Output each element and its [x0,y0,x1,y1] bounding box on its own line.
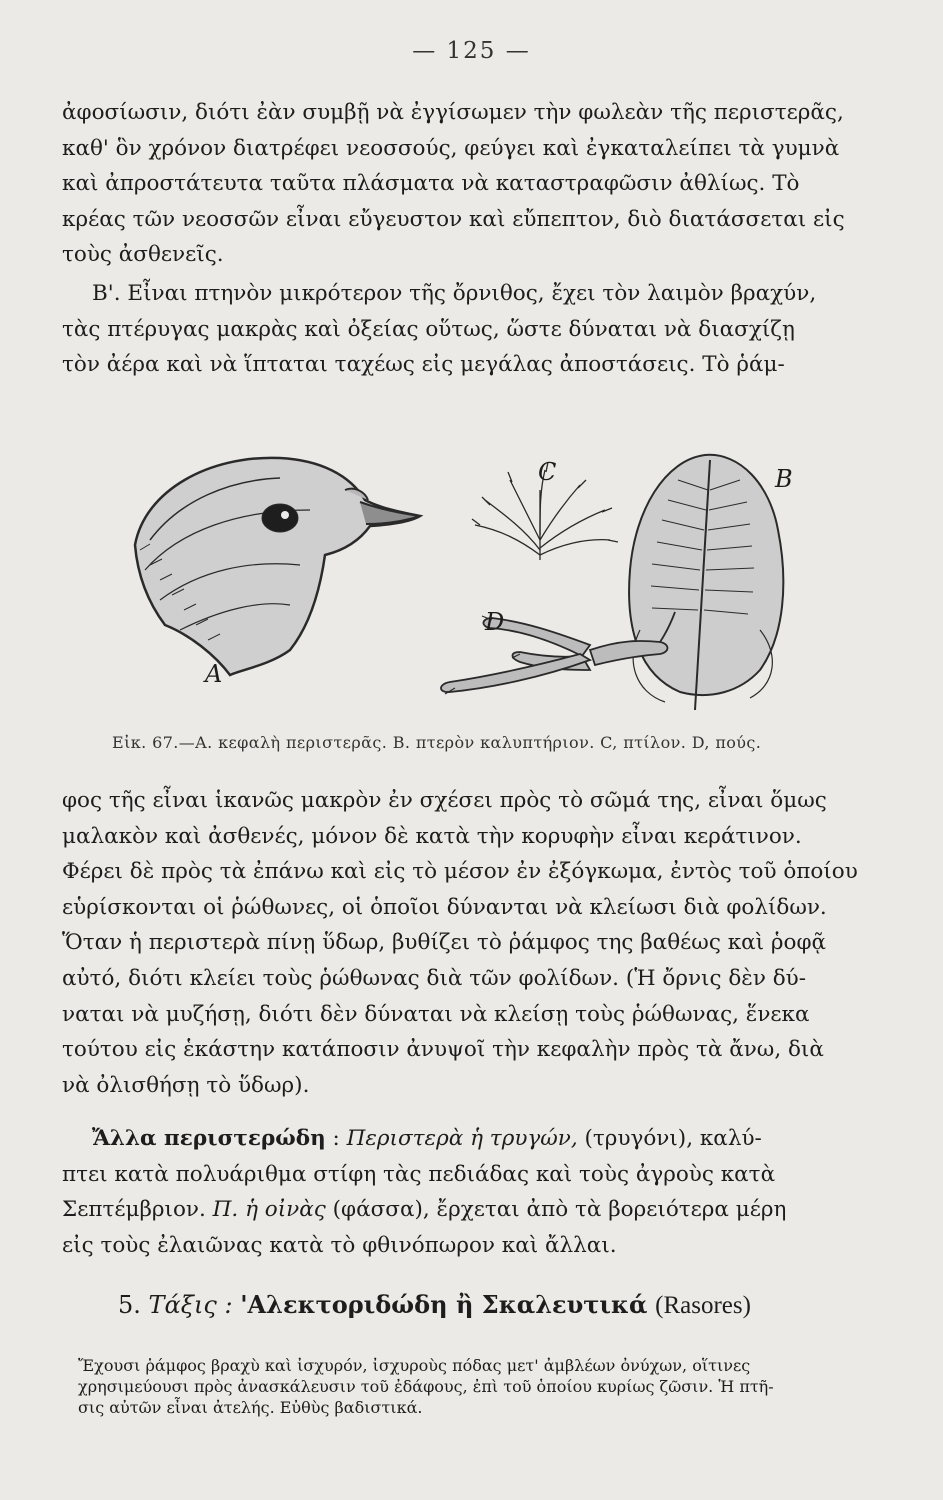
text-line: καὶ ἀπροστάτευτα ταῦτα πλάσματα νὰ καταστραφῶσιν ἀθλίως. Τὸ [62,171,800,197]
page-number: — 125 — [412,38,531,64]
figure-label-d: D [485,608,505,636]
text-line: Ὅταν ἡ περιστερὰ πίνῃ ὕδωρ, βυθίζει τὸ ῥάμφος της βαθέως καὶ ῥοφᾷ [62,930,827,956]
text-line: νὰ ὀλισθήσῃ τὸ ὕδωρ). [62,1072,310,1098]
paragraph-3 [62,783,902,1103]
paragraph-4 [62,1121,902,1263]
section-order-label: Τάξις : [148,1291,233,1319]
contour-feather-illustration [629,455,783,710]
text-span: (τρυγόνι), καλύ- [577,1126,762,1151]
paragraph-2 [62,276,902,383]
subsection-title: Ἄλλα περιστερώδη [92,1126,326,1151]
text-line: τούτου εἰς ἑκάστην κατάποσιν ἀνυψοῖ τὴν κεφαλὴν πρὸς τὰ ἄνω, διὰ [62,1037,824,1063]
text-line: καθ' ὃν χρόνον διατρέφει νεοσσούς, φεύγει καὶ ἐγκαταλείπει τὰ γυμνὰ [62,135,840,161]
section-name: 'Αλεκτοριδώδη ἢ Σκαλευτικά [240,1290,648,1319]
text-line: εὑρίσκονται οἱ ῥώθωνες, οἱ ὁποῖοι δύνανται νὰ κλείωσι διὰ φολίδων. [62,894,827,920]
text-line: Β'. Εἶναι πτηνὸν μικρότερον τῆς ὄρνιθος, ἔχει τὸν λαιμὸν βραχύν, [92,281,817,306]
paragraph-1 [62,95,902,273]
text-span: (φάσσα), ἔρχεται ἀπὸ τὰ βορειότερα μέρη [325,1197,787,1223]
text-line: πτει κατὰ πολυάριθμα στίφη τὰς πεδιάδας καὶ τοὺς ἀγροὺς κατὰ [62,1161,776,1187]
text-line: εἰς τοὺς ἐλαιῶνας κατὰ τὸ φθινόπωρον καὶ ἄλλαι. [62,1232,617,1258]
text-line: φος τῆς εἶναι ἱκανῶς μακρὸν ἐν σχέσει πρὸς τὸ σῶμά της, εἶναι ὅμως [62,788,827,813]
figure-67 [120,430,820,730]
text-line: Φέρει δὲ πρὸς τὰ ἐπάνω καὶ εἰς τὸ μέσον ἐν ἐξόγκωμα, ἐντὸς τοῦ ὁποίου [62,859,858,885]
figure-label-c: C [538,458,557,486]
text-line: τὸν ἀέρα καὶ νὰ ἵπταται ταχέως εἰς μεγάλας ἀποστάσεις. Τὸ ῥάμ- [62,352,785,378]
text-line [62,1121,902,1157]
figure-label-b: B [775,465,793,493]
text-span: : [325,1126,347,1151]
figure-illustration [120,430,820,730]
section-number: 5. [118,1291,141,1319]
text-line: μαλακὸν καὶ ἀσθενές, μόνον δὲ κατὰ τὴν κορυφὴν εἶναι κεράτινον. [62,823,802,849]
text-line: τὰς πτέρυγας μακρὰς καὶ ὀξείας οὕτως, ὥστε δύναται νὰ διασχίζῃ [62,316,795,342]
text-line: κρέας τῶν νεοσσῶν εἶναι εὔγευστον καὶ εὔπεπτον, διὸ διατάσσεται εἰς [62,206,845,232]
text-line: χρησιμεύουσι πρὸς ἀνασκάλευσιν τοῦ ἐδάφους, ἐπὶ τοῦ ὁποίου κυρίως ζῶσιν. Ἡ πτῆ- [78,1377,774,1396]
pigeon-head-illustration [135,458,420,675]
species-name: Π. ἡ οἰνὰς [212,1197,326,1223]
text-line: ναται νὰ μυζήσῃ, διότι δὲν δύναται νὰ κλείσῃ τοὺς ῥώθωνας, ἕνεκα [62,1001,810,1027]
text-line: τοὺς ἀσθενεῖς. [62,242,224,268]
text-line [62,1192,902,1228]
species-name: Περιστερὰ ἡ τρυγών, [346,1126,578,1151]
section-heading [118,1290,898,1320]
section-latin-name: (Rasores) [655,1292,751,1319]
figure-label-a: A [205,660,223,688]
section-description [78,1355,908,1418]
text-line: ἀφοσίωσιν, διότι ἐὰν συμβῇ νὰ ἐγγίσωμεν τὴν φωλεὰν τῆς περιστερᾶς, [62,100,844,125]
text-span: Σεπτέμβριον. [62,1197,213,1223]
text-line: σις αὐτῶν εἶναι ἀτελής. Εὐθὺς βαδιστικά. [78,1398,423,1417]
figure-caption: Εἰκ. 67.—Α. κεφαλὴ περιστερᾶς. Β. πτερὸν καλυπτήριον. C, πτίλον. D, πούς. [112,733,762,752]
text-line: αὐτό, διότι κλείει τοὺς ῥώθωνας διὰ τῶν φολίδων. (Ἡ ὄρνις δὲν δύ- [62,965,807,991]
text-line: Ἔχουσι ῥάμφος βραχὺ καὶ ἰσχυρόν, ἰσχυροὺς πόδας μετ' ἀμβλέων ὀνύχων, οἵτινες [78,1356,751,1375]
